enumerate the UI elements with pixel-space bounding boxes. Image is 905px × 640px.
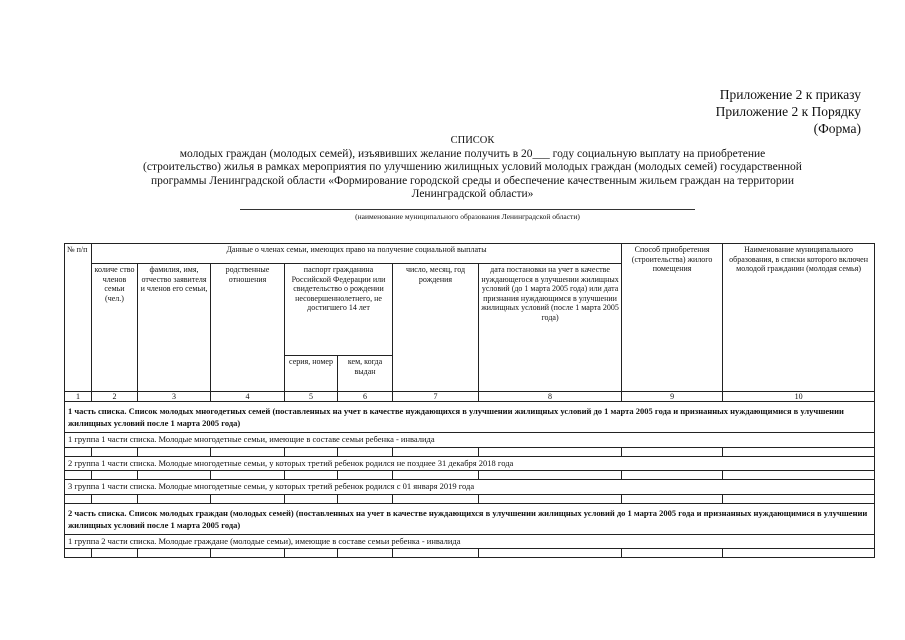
empty-row: [65, 549, 875, 558]
header-fio: фамилия, имя, отчество заявителя и членов его семьи,: [138, 264, 211, 392]
header-num: № п/п: [65, 244, 92, 392]
column-number: 1: [65, 392, 92, 402]
header-count: количе ство членов семьи (чел.): [92, 264, 138, 392]
title-line-2: (строительство) жилья в рамках мероприятия по улучшению жилищных условий молодых граждан (молодых семей) государственной: [143, 161, 802, 173]
column-numbers-row: [65, 392, 875, 402]
header-passport: паспорт гражданина Российской Федерации или свидетельство о рождении несовершеннолетнего, не достигшего 14 лет: [285, 264, 393, 356]
municipality-caption: (наименование муниципального образования Ленинградской области): [355, 212, 580, 221]
column-number: 2: [92, 392, 138, 402]
empty-row: [65, 471, 875, 480]
part-2-group-1: 1 группа 2 части списка. Молодые граждане (молодые семьи), имеющие в составе семьи ребенка - инвалида: [65, 534, 875, 549]
header-series: серия, номер: [285, 356, 338, 392]
appendix-line-1: Приложение 2 к приказу: [719, 87, 861, 102]
header-kinship: родственные отношения: [211, 264, 285, 392]
header-family-data: Данные о членах семьи, имеющих право на получение социальной выплаты: [92, 244, 622, 264]
column-number: 3: [138, 392, 211, 402]
empty-row: [65, 447, 875, 456]
family-list-table: [64, 243, 875, 558]
part-1-group-3: 3 группа 1 части списка. Молодые многодетные семьи, у которых третий ребенок родился с 01 января 2019 года: [65, 480, 875, 495]
title-line-3: программы Ленинградской области «Формирование городской среды и обеспечение качественным жильем граждан на территории: [151, 174, 794, 187]
header-acquisition: Способ приобретения (строительства) жилого помещения: [622, 244, 723, 392]
municipality-field: [240, 209, 695, 221]
municipality-underline: [240, 209, 695, 210]
column-number: 6: [338, 392, 393, 402]
header-registration: дата постановки на учет в качестве нуждающегося в улучшении жилищных условий (до 1 марта 2005 года) или дата признания нуждающимся в улучшении жилищных условий (после 1 марта 2005 года): [479, 264, 622, 392]
column-number: 5: [285, 392, 338, 402]
header-issued: кем, когда выдан: [338, 356, 393, 392]
part-1-group-2: 2 группа 1 части списка. Молодые многодетные семьи, у которых третий ребенок родился не позднее 31 декабря 2018 года: [65, 456, 875, 471]
appendix-line-3: (Форма): [813, 121, 861, 136]
empty-row: [65, 494, 875, 503]
part-1-group-1: 1 группа 1 части списка. Молодые многодетные семьи, имеющие в составе семьи ребенка - инвалида: [65, 433, 875, 448]
column-number: 9: [622, 392, 723, 402]
column-number: 8: [479, 392, 622, 402]
appendix-header: [716, 86, 861, 137]
header-municipality-name: Наименование муниципального образования, в списки которого включен молодой гражданин (молодая семья): [723, 244, 875, 392]
column-number: 10: [723, 392, 875, 402]
column-number: 7: [393, 392, 479, 402]
title-line-1: молодых граждан (молодых семей), изъявивших желание получить в 20___ году социальную выплату на приобретение: [179, 147, 766, 160]
column-number: 4: [211, 392, 285, 402]
part-2-heading: 2 часть списка. Список молодых граждан (молодых семей) (поставленных на учет в качестве нуждающихся в улучшении жилищных условий до 1 марта 2005 года и признанных нуждающимися в улучшении жилищных условий после 1 марта 2005 года): [65, 503, 875, 534]
header-birthdate: число, месяц, год рождения: [393, 264, 479, 392]
title-line-4: Ленинградской области»: [411, 188, 534, 200]
title-heading: СПИСОК: [450, 135, 495, 146]
document-title: [60, 134, 885, 202]
part-1-heading: 1 часть списка. Список молодых многодетных семей (поставленных на учет в качестве нуждающихся в улучшении жилищных условий до 1 марта 2005 года и признанных нуждающимися в улучшении жилищных условий после 1 марта 2005 года): [65, 402, 875, 433]
appendix-line-2: Приложение 2 к Порядку: [715, 104, 861, 119]
